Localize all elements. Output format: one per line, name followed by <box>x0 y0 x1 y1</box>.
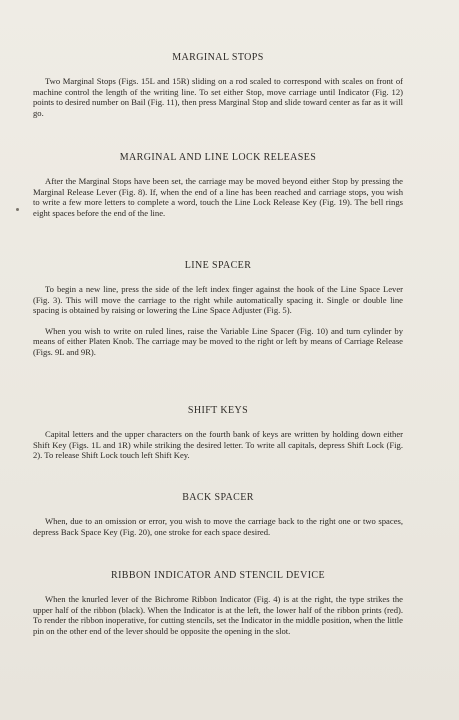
section-paragraph: Capital letters and the upper characters on the fourth bank of keys are written by holding down either Shift Key (Figs. 1L and 1R) while striking the desired letter. To write all capitals, depress Shift Lock (Fig. 2). To release Shift Lock touch left Shift Key. <box>33 429 403 461</box>
section-paragraph: When you wish to write on ruled lines, raise the Variable Line Spacer (Fig. 10) and turn cylinder by means of either Platen Knob. The carriage may be moved to the right or left by means of Carriage Release (Figs. 9L and 9R). <box>33 325 403 357</box>
section-paragraph: When, due to an omission or error, you wish to move the carriage back to the right one or two spaces, depress Back Space Key (Fig. 20), one stroke for each space desired. <box>33 516 403 537</box>
section-ribbon-indicator-stencil <box>33 570 403 636</box>
paper-speck <box>16 208 19 211</box>
section-heading: LINE SPACER <box>184 260 252 271</box>
section-paragraph: After the Marginal Stops have been set, the carriage may be moved beyond either Stop by pressing the Marginal Release Lever (Fig. 8). If, when the end of a line has been reached and carriage stops, you wish to write a few more letters to complete a word, touch the Line Lock Release Key (Fig. 19). The bell rings eight spaces before the end of the line. <box>33 176 403 218</box>
section-heading: RIBBON INDICATOR AND STENCIL DEVICE <box>111 570 325 581</box>
section-paragraph: To begin a new line, press the side of the left index finger against the hook of the Line Space Lever (Fig. 3). This will move the carriage to the right while automatically spacing it. Single or double line spacing is obtained by raising or lowering the Line Space Adjuster (Fig. 5). <box>33 284 403 316</box>
section-heading: MARGINAL STOPS <box>172 52 264 63</box>
section-paragraph: Two Marginal Stops (Figs. 15L and 15R) sliding on a rod scaled to correspond with scales on front of machine control the length of the writing line. To set either Stop, move carriage until Indicator (Fig. 12) points to desired number on Bail (Fig. 11), then press Marginal Stop and slide toward center as far as it will go. <box>33 76 403 118</box>
section-heading: MARGINAL AND LINE LOCK RELEASES <box>119 152 317 163</box>
section-marginal-stops <box>33 52 403 118</box>
section-line-spacer <box>33 260 403 358</box>
section-heading: BACK SPACER <box>182 492 254 503</box>
section-shift-keys <box>33 405 403 461</box>
section-marginal-line-lock-releases <box>33 152 403 218</box>
section-paragraph: When the knurled lever of the Bichrome Ribbon Indicator (Fig. 4) is at the right, the type strikes the upper half of the ribbon (black). When the Indicator is at the left, the lower half of the ribbon prints (red). To render the ribbon inoperative, for cutting stencils, set the Indicator in the middle position, when the little pin on the other end of the lever should be opposite the opening in the slot. <box>33 594 403 636</box>
section-heading: SHIFT KEYS <box>187 405 249 416</box>
section-back-spacer <box>33 492 403 537</box>
